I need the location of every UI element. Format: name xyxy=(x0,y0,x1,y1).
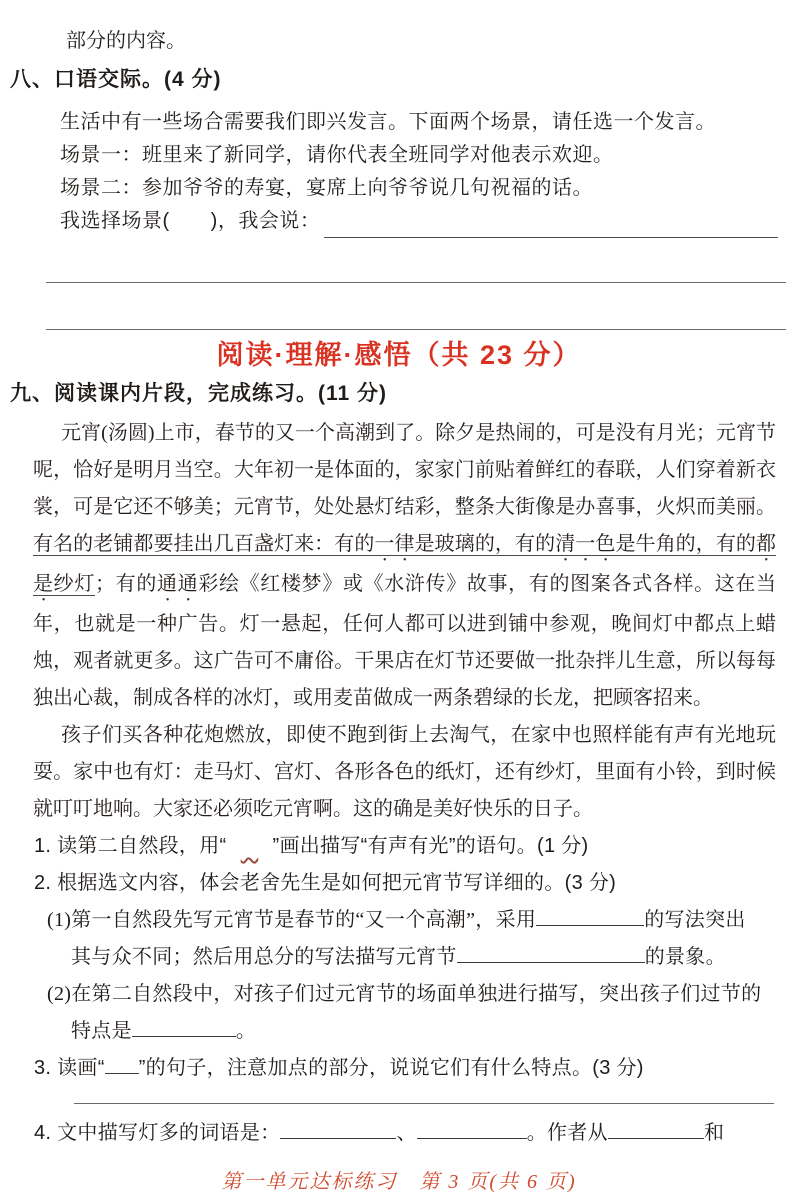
passage-text-segment: 。 xyxy=(235,1020,257,1042)
passage-text-segment: (2)在第二自然段中，对孩子们过元宵节的场面单独进行描写，突出孩子们过节的 xyxy=(47,983,762,1005)
section8-answer-row xyxy=(60,205,778,238)
passage-text-segment: 有名的老铺都要挂出几百盏灯来：有的 xyxy=(33,533,375,555)
passage-text-segment: ”的句子，注意加点的部分，说说它们有什么特点。(3 分) xyxy=(138,1057,644,1079)
section8-scene2: 场景二：参加爷爷的寿宴，宴席上向爷爷说几句祝福的话。 xyxy=(60,177,593,199)
answer-blank xyxy=(105,1053,139,1074)
passage-paragraph-2 xyxy=(33,717,776,828)
passage-text-segment: ；有的 xyxy=(95,573,157,595)
passage-text-segment: 1. 读第二自然段，用“ xyxy=(34,835,227,857)
passage-text-segment: 的景象。 xyxy=(644,946,726,968)
passage-paragraph-1 xyxy=(33,415,776,717)
questions-block xyxy=(34,828,776,1152)
passage-text-segment: 都是 xyxy=(33,533,777,595)
passage-text-segment: 3. 读画“ xyxy=(34,1057,105,1079)
section8-heading: 八、口语交际。(4 分) xyxy=(10,68,222,91)
section9-heading: 九、阅读课内片段，完成练习。(11 分) xyxy=(10,382,388,405)
question-2-sub2 xyxy=(47,976,776,1050)
section8-intro: 生活中有一些场合需要我们即兴发言。下面两个场景，请任选一个发言。 xyxy=(60,111,716,133)
answer-blank-line xyxy=(324,211,778,238)
question-2-sub1 xyxy=(47,902,776,976)
passage-text-segment: 其与众不同；然后用总分的写法描写元宵节 xyxy=(71,946,457,968)
page-footer: 第一单元达标练习 第 3 页(共 6 页) xyxy=(221,1171,577,1193)
passage-text-segment: 孩子们买各种花炮燃放，即使不跑到街上去淘气，在家中也照样能有声有光地玩耍。家中也有灯：走马灯、宫灯、各形各色的纸灯，还有纱灯，里面有小铃，到时候就叮叮地响。大家还必须吃元宵啊。这的确是美好快乐的日子。 xyxy=(33,724,776,820)
passage-text-segment: 是玻璃的，有的 xyxy=(414,533,556,555)
passage-text-segment: 通通 xyxy=(156,573,199,595)
answer-line xyxy=(46,238,786,283)
passage-text-segment: 。作者从 xyxy=(526,1122,608,1144)
previous-question-tail: 部分的内容。 xyxy=(66,30,186,52)
section8-answer-prefix: 我选择场景( )，我会说： xyxy=(60,210,321,232)
passage-text-segment: ”画出描写“有声有光”的语句。(1 分) xyxy=(272,835,589,857)
passage-text-segment: 是牛角的，有的 xyxy=(615,533,757,555)
answer-blank xyxy=(132,1016,236,1037)
answer-blank xyxy=(280,1118,396,1139)
answer-line xyxy=(46,283,786,330)
answer-blank xyxy=(417,1118,527,1139)
wavy-line-mark xyxy=(227,828,273,865)
passage-text-segment: 的写法突出 xyxy=(644,909,746,931)
reading-passage xyxy=(33,415,776,828)
passage-text-segment: 和 xyxy=(703,1122,725,1144)
answer-blank xyxy=(608,1118,704,1139)
passage-text-segment: 一律 xyxy=(374,533,415,555)
answer-blank xyxy=(536,905,644,926)
passage-text-segment: 彩绘《红楼梦》或《水浒传》故事，有的图案各式各样。这在当年，也就是一种广告。灯一悬起，任何人都可以进到铺中参观，晚间灯中都点上蜡烛，观者就更多。这广告可不庸俗。干果店在灯节还要做一批杂拌儿生意，所以每每独出心裁，制成各样的冰灯，或用麦苗做成一两条碧绿的长龙，把顾客招来。 xyxy=(33,573,777,709)
passage-text-segment: (1)第一自然段先写元宵节是春节的“又一个高潮”，采用 xyxy=(47,909,537,931)
passage-text-segment: 元宵(汤圆)上市，春节的又一个高潮到了。除夕是热闹的，可是没有月光；元宵节呢，恰好是明月当空。大年初一是体面的，家家门前贴着鲜红的春联，人们穿着新衣裳，可是它还不够美；元宵节，处处悬灯结彩，整条大街像是办喜事，火炽而美丽。 xyxy=(33,422,776,518)
passage-text-segment: 、 xyxy=(396,1122,417,1144)
section8-scene1: 场景一：班里来了新同学，请你代表全班同学对他表示欢迎。 xyxy=(60,144,614,166)
passage-text-segment: 清一色 xyxy=(555,533,616,555)
passage-text-segment: 特点是 xyxy=(71,1020,132,1042)
answer-blank xyxy=(457,942,645,963)
answer-line xyxy=(74,1090,774,1104)
passage-text-segment: 纱灯 xyxy=(53,573,95,595)
question-3 xyxy=(34,1050,776,1087)
reading-section-banner: 阅读·理解·感悟（共 23 分） xyxy=(216,340,582,370)
section8-body xyxy=(60,106,778,238)
question-1 xyxy=(34,828,776,865)
passage-text-segment: 4. 文中描写灯多的词语是： xyxy=(34,1122,281,1144)
question-2: 2. 根据选文内容，体会老舍先生是如何把元宵节写详细的。(3 分) xyxy=(34,872,617,894)
question-4 xyxy=(34,1115,776,1152)
